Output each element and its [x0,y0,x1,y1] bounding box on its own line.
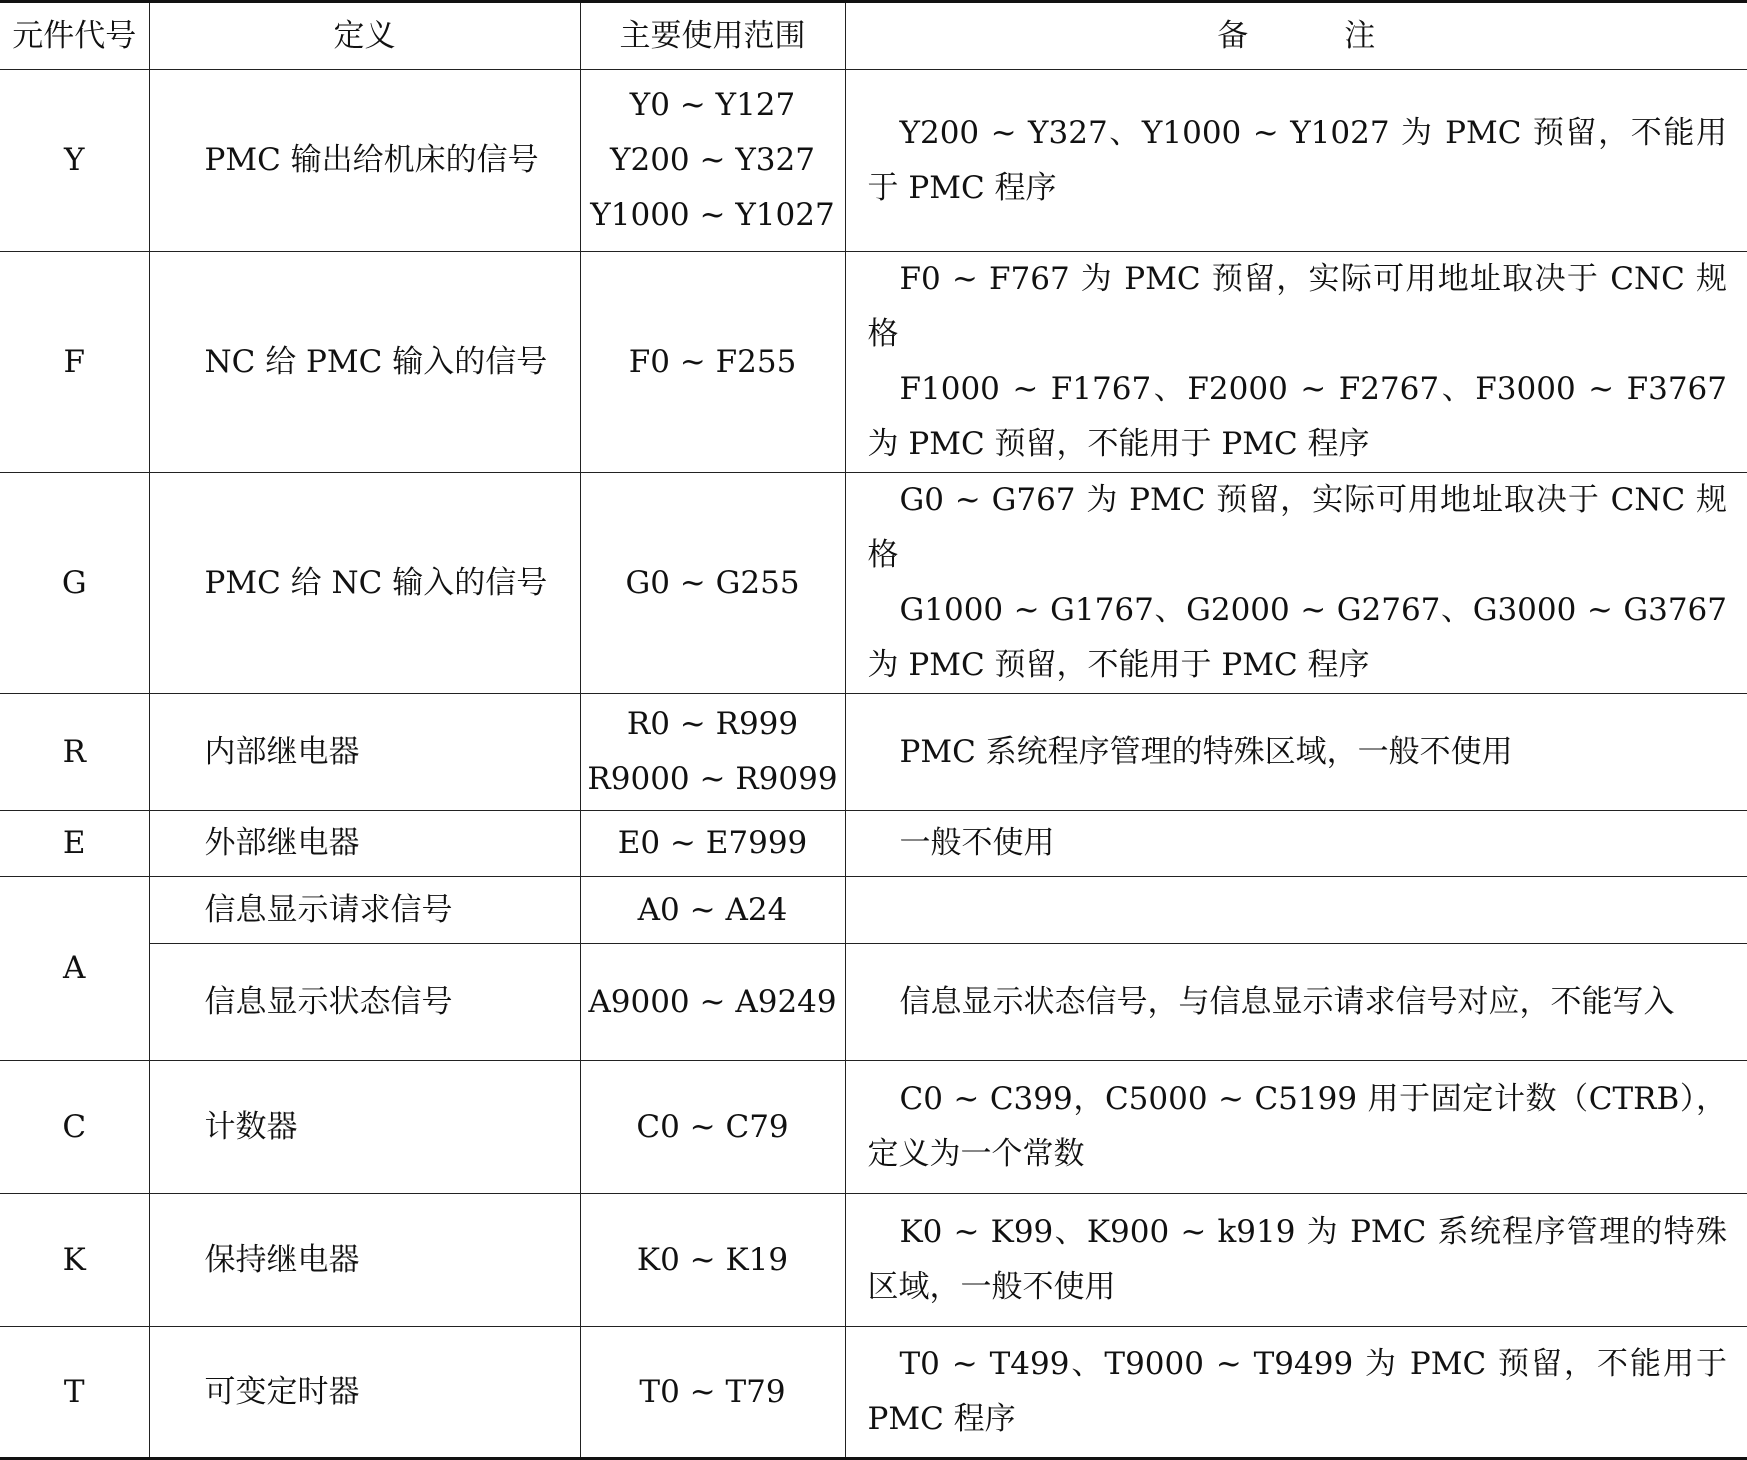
remark-paragraph: F1000 ~ F1767、F2000 ~ F2767、F3000 ~ F3767 为 PMC 预留，不能用于 PMC 程序 [867,371,1727,462]
usage-range [580,1327,845,1459]
remark-paragraph: K0 ~ K99、K900 ~ k919 为 PMC 系统程序管理的特殊区域，一般不使用 [867,1214,1727,1305]
table-row [0,877,1747,944]
usage-range [580,811,845,877]
element-code: E [0,811,149,877]
range-line: E0 ~ E7999 [617,825,808,861]
element-code: A [0,877,149,1061]
header-note-char-1: 备 [1217,17,1249,54]
range-line: K0 ~ K19 [636,1241,789,1278]
range-line: A0 ~ A24 [637,891,788,928]
table-row [0,70,1747,252]
element-code: K [0,1194,149,1327]
remark-paragraph: Y200 ~ Y327、Y1000 ~ Y1027 为 PMC 预留，不能用于 PMC 程序 [867,114,1727,206]
element-code: T [0,1327,149,1459]
remark [845,1061,1747,1194]
range-line: C0 ~ C79 [636,1108,789,1145]
table-row [0,811,1747,877]
range-line: Y0 ~ Y127 [629,87,796,123]
element-definition: PMC 给 NC 输入的信号 [149,473,580,694]
table-header-row [0,2,1747,70]
usage-range [580,252,845,473]
table-row [0,1061,1747,1194]
range-line: A9000 ~ A9249 [588,983,837,1020]
remark-paragraph: PMC 系统程序管理的特殊区域，一般不使用 [899,733,1513,770]
range-line: G0 ~ G255 [625,564,800,601]
usage-range [580,694,845,811]
remark-paragraph: 信息显示状态信号，与信息显示请求信号对应，不能写入 [899,983,1675,1020]
remark-paragraph: T0 ~ T499、T9000 ~ T9499 为 PMC 预留，不能用于 PMC 程序 [867,1346,1727,1437]
usage-range [580,1194,845,1327]
table-row [0,1327,1747,1459]
element-definition: NC 给 PMC 输入的信号 [149,252,580,473]
element-code: F [0,252,149,473]
range-line: Y1000 ~ Y1027 [590,197,835,233]
remark [845,252,1747,473]
remark-paragraph: G1000 ~ G1767、G2000 ~ G2767、G3000 ~ G3767 为 PMC 预留，不能用于 PMC 程序 [867,592,1727,683]
remark [845,473,1747,694]
element-code: G [0,473,149,694]
element-definition: 内部继电器 [149,694,580,811]
usage-range [580,944,845,1061]
header-range: 主要使用范围 [580,2,845,70]
element-definition: PMC 输出给机床的信号 [149,70,580,252]
remark [845,877,1747,944]
element-definition: 信息显示请求信号 [149,877,580,944]
table-row [0,473,1747,694]
header-code: 元件代号 [0,2,149,70]
range-line: T0 ~ T79 [639,1373,786,1410]
remark [845,1194,1747,1327]
remark-paragraph: G0 ~ G767 为 PMC 预留，实际可用地址取决于 CNC 规格 [867,482,1727,573]
remark-paragraph: F0 ~ F767 为 PMC 预留，实际可用地址取决于 CNC 规格 [867,261,1727,352]
header-note [845,2,1747,70]
remark [845,70,1747,252]
remark [845,811,1747,877]
usage-range [580,877,845,944]
remark-paragraph: 一般不使用 [899,825,1055,861]
range-line: F0 ~ F255 [628,343,797,380]
element-definition: 保持继电器 [149,1194,580,1327]
range-line: Y200 ~ Y327 [610,142,815,178]
usage-range [580,70,845,252]
table-row [0,1194,1747,1327]
remark [845,694,1747,811]
header-note-char-2: 注 [1344,17,1376,54]
element-definition: 可变定时器 [149,1327,580,1459]
element-definition: 计数器 [149,1061,580,1194]
element-code: C [0,1061,149,1194]
header-definition: 定义 [149,2,580,70]
element-code: R [0,694,149,811]
remark [845,944,1747,1061]
element-definition: 外部继电器 [149,811,580,877]
range-line: R9000 ~ R9099 [587,761,838,797]
remark [845,1327,1747,1459]
usage-range [580,1061,845,1194]
range-line: R0 ~ R999 [626,706,799,742]
remark-paragraph: C0 ~ C399，C5000 ~ C5199 用于固定计数（CTRB），定义为一个常数 [867,1081,1727,1172]
table-row [0,694,1747,811]
element-definition: 信息显示状态信号 [149,944,580,1061]
element-code: Y [0,70,149,252]
usage-range [580,473,845,694]
table-row [0,944,1747,1061]
table-row [0,252,1747,473]
